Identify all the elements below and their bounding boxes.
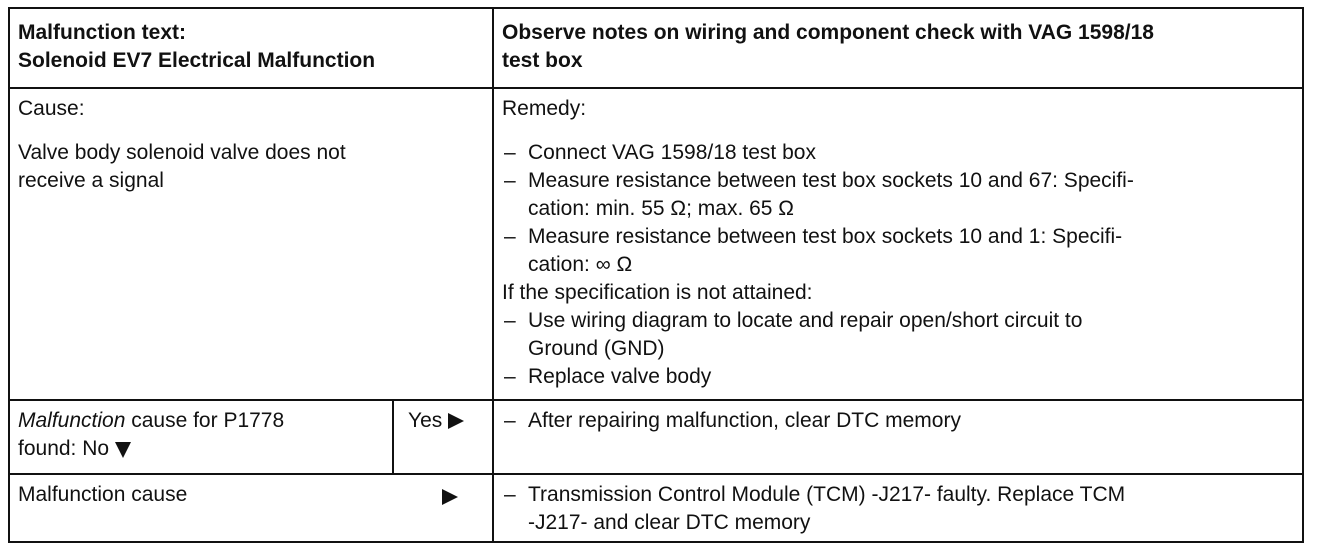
remedy-item-line2: cation: min. 55 Ω; max. 65 Ω xyxy=(528,197,795,220)
found-yes-cell xyxy=(392,399,492,475)
found-question-em: Malfunction xyxy=(18,409,126,432)
remedy-cell xyxy=(492,87,1304,401)
cause-remedy-row xyxy=(8,87,1304,401)
cause-final-label-cell xyxy=(8,473,492,543)
cause-final-label: Malfunction cause xyxy=(18,483,188,506)
found-action-cell xyxy=(492,399,1304,475)
remedy-item-line1: Use wiring diagram to locate and repair open/short circuit to xyxy=(528,309,1083,332)
remedy-item xyxy=(502,167,1294,223)
cause-final-action-item xyxy=(502,481,1294,537)
remedy-item-line2: cation: ∞ Ω xyxy=(528,253,633,276)
header-malfunction-title: Solenoid EV7 Electrical Malfunction xyxy=(18,49,376,72)
cause-text-line2: receive a signal xyxy=(18,169,164,192)
header-notes-line2: test box xyxy=(502,49,583,72)
cause-label: Cause: xyxy=(18,97,85,120)
cause-final-row xyxy=(8,473,1304,543)
dash-glyph: – xyxy=(504,365,516,388)
remedy-item-line2: Ground (GND) xyxy=(528,337,665,360)
remedy-list-1 xyxy=(502,139,1294,279)
remedy-condition: If the specification is not attained: xyxy=(502,281,813,304)
cause-cell xyxy=(8,87,492,401)
remedy-item-line1: Replace valve body xyxy=(528,365,712,388)
remedy-item xyxy=(502,223,1294,279)
dash-glyph: – xyxy=(504,483,516,506)
found-question-cell xyxy=(8,399,392,475)
found-question-rest: cause for P1778 xyxy=(125,409,285,432)
dash-glyph: – xyxy=(504,141,516,164)
header-malfunction-label: Malfunction text: xyxy=(18,21,186,44)
cause-final-action-cell xyxy=(492,473,1304,543)
remedy-item xyxy=(502,139,1294,167)
remedy-item-line1: Measure resistance between test box sockets 10 and 67: Specifi- xyxy=(528,169,1134,192)
arrow-right-icon xyxy=(448,413,464,429)
header-row xyxy=(8,7,1304,89)
found-action-item xyxy=(502,407,1294,435)
found-row xyxy=(8,399,1304,475)
cause-text-line1: Valve body solenoid valve does not xyxy=(18,141,346,164)
arrow-down-icon xyxy=(115,442,131,458)
remedy-item xyxy=(502,363,1294,391)
dash-glyph: – xyxy=(504,409,516,432)
cause-final-action-list xyxy=(502,481,1294,537)
remedy-label: Remedy: xyxy=(502,97,587,120)
cause-final-action-line1: Transmission Control Module (TCM) -J217- faulty. Replace TCM xyxy=(528,483,1126,506)
cause-final-action-line2: -J217- and clear DTC memory xyxy=(528,511,811,534)
remedy-item-line1: Connect VAG 1598/18 test box xyxy=(528,141,816,164)
remedy-item xyxy=(502,307,1294,363)
arrow-right-icon xyxy=(442,489,458,505)
found-yes-label: Yes xyxy=(408,409,443,432)
dash-glyph: – xyxy=(504,169,516,192)
header-malfunction-cell xyxy=(8,7,492,89)
remedy-list-2 xyxy=(502,307,1294,391)
dash-glyph: – xyxy=(504,309,516,332)
dash-glyph: – xyxy=(504,225,516,248)
header-notes-line1: Observe notes on wiring and component check with VAG 1598/18 xyxy=(502,21,1154,44)
found-no-label: found: No xyxy=(18,437,110,460)
found-action-text: After repairing malfunction, clear DTC memory xyxy=(528,409,961,432)
header-notes-cell xyxy=(492,7,1304,89)
remedy-item-line1: Measure resistance between test box sockets 10 and 1: Specifi- xyxy=(528,225,1123,248)
found-action-list xyxy=(502,407,1294,435)
